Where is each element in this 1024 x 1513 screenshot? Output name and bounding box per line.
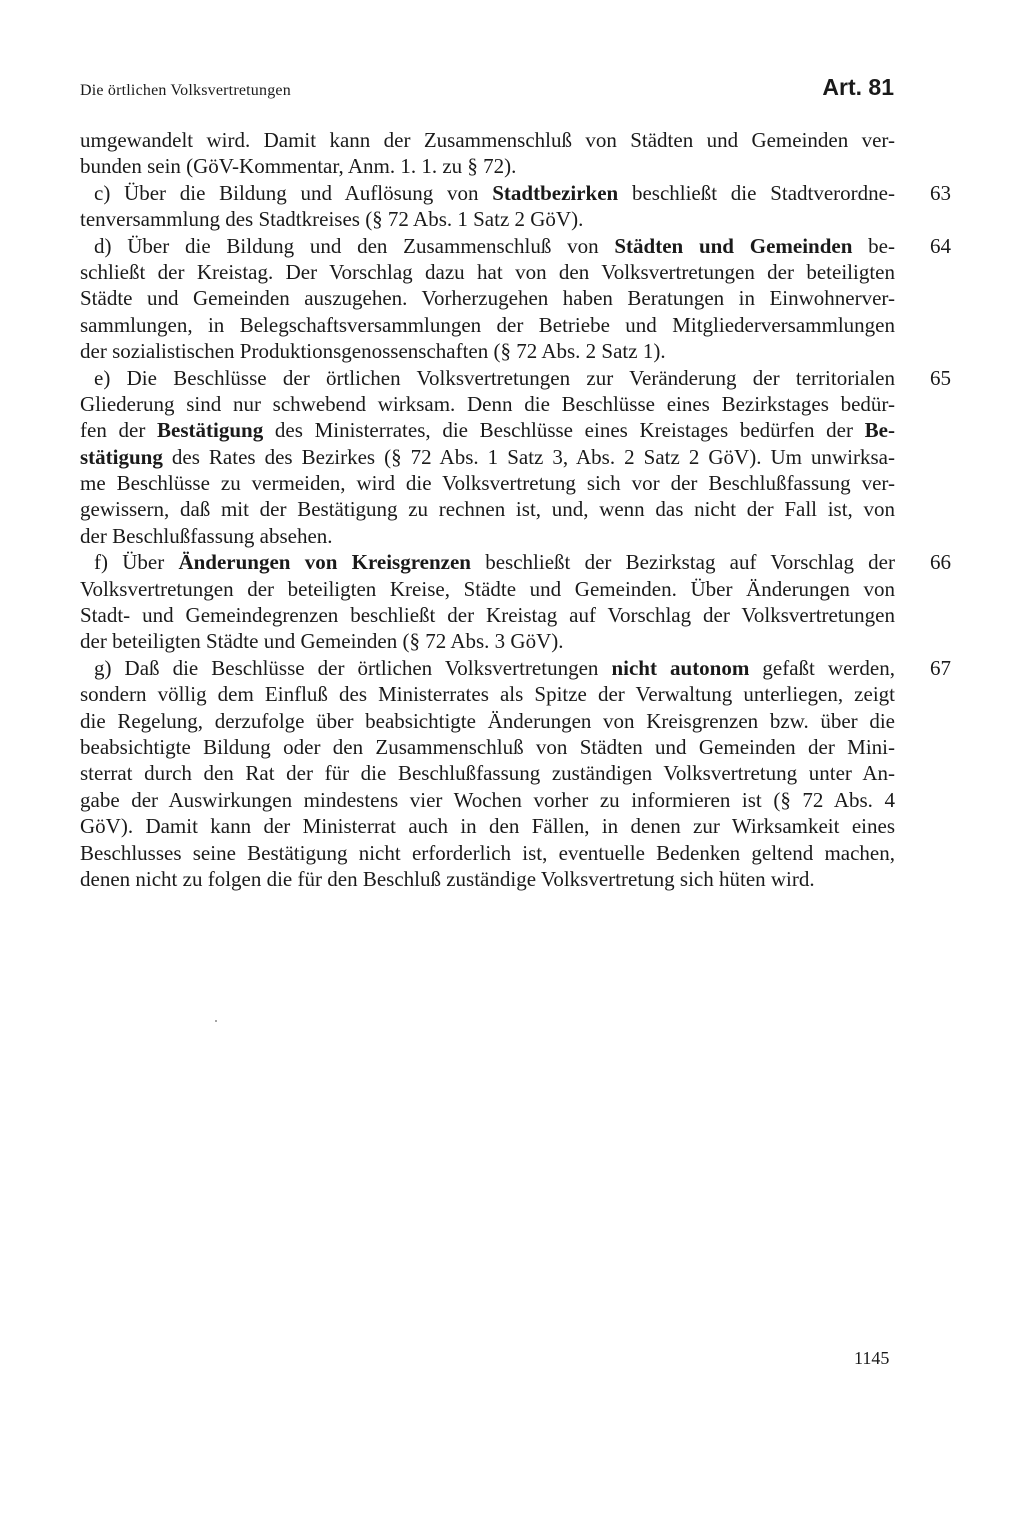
text-line: me Beschlüsse zu vermeiden, wird die Volksvertretung sich vor der Beschlußfassung ver- <box>80 471 895 496</box>
text-line: gewissern, daß mit der Bestätigung zu rechnen ist, und, wenn das nicht der Fall ist, von <box>80 497 895 522</box>
text-line: der beteiligten Städte und Gemeinden (§ 72 Abs. 3 GöV). <box>80 629 564 654</box>
bold-term: Änderungen von Kreisgrenzen <box>178 550 471 575</box>
bold-term: Städten und Gemeinden <box>614 233 853 258</box>
bold-term: Bestätigung <box>157 418 264 443</box>
text-line: Volksvertretungen der beteiligten Kreise, Städte und Gemeinden. Über Änderungen von <box>80 576 895 601</box>
margin-number: 64 <box>930 233 951 258</box>
text-line: umgewandelt wird. Damit kann der Zusammenschluß von Städten und Gemeinden ver- <box>80 128 895 152</box>
text-line: e) Die Beschlüsse der örtlichen Volksvertretungen zur Veränderung der territorialen <box>94 365 895 390</box>
page-number: 1145 <box>854 1348 890 1368</box>
text-line: gabe der Auswirkungen mindestens vier Wochen vorher zu informieren ist (§ 72 Abs. 4 <box>80 787 895 812</box>
text-line: Beschlusses seine Bestätigung nicht erforderlich ist, eventuelle Bedenken geltend machen, <box>80 840 895 865</box>
text-line: beabsichtigte Bildung oder den Zusammenschluß von Städten und Gemeinden der Mini- <box>80 734 895 759</box>
text-line: die Regelung, derzufolge über beabsichtigte Änderungen von Kreisgrenzen bzw. über die <box>80 708 895 733</box>
margin-number: 66 <box>930 550 951 575</box>
text-line: d) Über die Bildung und den Zusammenschluß von Städten und Gemeinden be- <box>94 233 895 258</box>
text-line: schließt der Kreistag. Der Vorschlag dazu hat von den Volksvertretungen der beteiligten <box>80 259 895 284</box>
text-line: bunden sein (GöV-Kommentar, Anm. 1. 1. zu § 72). <box>80 154 517 179</box>
margin-number: 63 <box>930 180 951 205</box>
text-line: Stadt- und Gemeindegrenzen beschließt der Kreistag auf Vorschlag der Volksvertretungen <box>80 603 895 628</box>
text-line: der Beschlußfassung absehen. <box>80 523 333 548</box>
text-line: Städte und Gemeinden auszugehen. Vorherzugehen haben Beratungen in Einwohnerver- <box>80 286 895 311</box>
article-number: Art. 81 <box>822 74 894 100</box>
text-line: f) Über Änderungen von Kreisgrenzen beschließt der Bezirkstag auf Vorschlag der <box>94 550 895 575</box>
bold-term: Stadtbezirken <box>492 180 619 205</box>
text-line: sterrat durch den Rat der für die Beschlußfassung zuständigen Volksvertretung unter An- <box>80 761 895 786</box>
text-line: c) Über die Bildung und Auflösung von Stadtbezirken beschließt die Stadtverordne- <box>94 180 895 205</box>
text-line: sammlungen, in Belegschaftsversammlungen der Betriebe und Mitgliederversammlungen <box>80 312 895 337</box>
text-line: denen nicht zu folgen die für den Beschluß zuständige Volksvertretung sich hüten wird. <box>80 866 815 891</box>
text-line: sondern völlig dem Einfluß des Ministerrates als Spitze der Verwaltung unterliegen, zeigt <box>80 682 895 707</box>
text-line: der sozialistischen Produktionsgenossenschaften (§ 72 Abs. 2 Satz 1). <box>80 339 666 364</box>
running-header-title: Die örtlichen Volksvertretungen <box>80 82 291 99</box>
text-line: GöV). Damit kann der Ministerrat auch in den Fällen, in denen zur Wirksamkeit eines <box>80 814 895 839</box>
text-line: Gliederung sind nur schwebend wirksam. Denn die Beschlüsse eines Bezirkstages bedür- <box>80 391 895 416</box>
bold-term: stätigung <box>80 444 163 469</box>
bold-term: nicht autonom <box>611 655 750 680</box>
margin-number: 67 <box>930 656 951 680</box>
body-text <box>80 127 895 892</box>
scan-speck <box>215 1020 217 1022</box>
text-line: stätigung des Rates des Bezirkes (§ 72 Abs. 1 Satz 3, Abs. 2 Satz 2 GöV). Um unwirksa- <box>80 444 895 469</box>
text-line: tenversammlung des Stadtkreises (§ 72 Abs. 1 Satz 2 GöV). <box>80 207 584 232</box>
margin-number: 65 <box>930 365 951 390</box>
text-line: fen der Bestätigung des Ministerrates, die Beschlüsse eines Kreistages bedürfen der Be- <box>80 418 895 443</box>
bold-term: Be- <box>864 418 895 443</box>
text-line: g) Daß die Beschlüsse der örtlichen Volksvertretungen nicht autonom gefaßt werden, <box>94 655 895 680</box>
